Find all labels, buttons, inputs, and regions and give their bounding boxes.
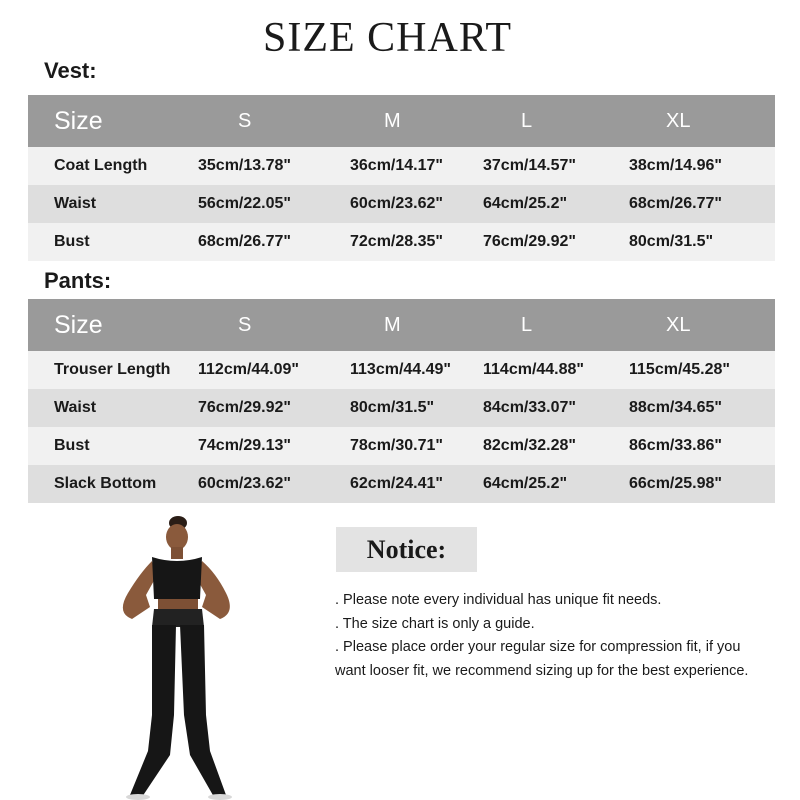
table-cell: 60cm/23.62" (350, 195, 443, 212)
header-cell-xl: XL (666, 109, 691, 132)
row-label: Trouser Length (54, 361, 171, 378)
pants-size-table (28, 299, 775, 503)
table-row (28, 389, 775, 427)
table-cell: 76cm/29.92" (483, 233, 576, 250)
table-cell: 35cm/13.78" (198, 157, 291, 174)
header-cell-size: Size (54, 106, 103, 135)
table-cell: 60cm/23.62" (198, 475, 291, 492)
header-cell-l: L (521, 109, 533, 132)
table-cell: 68cm/26.77" (198, 233, 291, 250)
pants-section-label: Pants: (44, 268, 112, 293)
table-row (28, 223, 775, 261)
table-cell: 82cm/32.28" (483, 437, 576, 454)
table-cell: 56cm/22.05" (198, 195, 291, 212)
row-label: Waist (54, 195, 97, 212)
header-cell-size: Size (54, 310, 103, 339)
table-row (28, 351, 775, 389)
header-cell-s: S (238, 313, 252, 336)
table-cell: 64cm/25.2" (483, 195, 568, 212)
notice-line: . Please note every individual has unique fit needs. (335, 592, 662, 608)
header-cell-l: L (521, 313, 533, 336)
header-cell-m: M (384, 109, 401, 132)
row-label: Coat Length (54, 157, 148, 174)
header-cell-s: S (238, 109, 252, 132)
row-label: Waist (54, 399, 97, 416)
header-cell-xl: XL (666, 313, 691, 336)
table-cell: 112cm/44.09" (198, 361, 300, 378)
table-cell: 113cm/44.49" (350, 361, 452, 378)
model-photo (90, 515, 260, 800)
notice-line: . The size chart is only a guide. (335, 615, 535, 632)
vest-size-table (28, 95, 775, 261)
table-cell: 38cm/14.96" (629, 157, 722, 174)
row-label: Bust (54, 233, 90, 250)
notice-heading: Notice: (336, 527, 477, 572)
table-cell: 37cm/14.57" (483, 157, 576, 174)
table-header-row (28, 95, 775, 147)
table-cell: 78cm/30.71" (350, 437, 443, 454)
notice-line: . Please place order your regular size for compression fit, if you want looser fit, we recommend sizing up for the best experience. (335, 639, 749, 679)
table-cell: 88cm/34.65" (629, 399, 722, 416)
table-cell: 114cm/44.88" (483, 361, 585, 378)
table-row (28, 147, 775, 185)
table-cell: 66cm/25.98" (629, 475, 722, 492)
table-header-row (28, 299, 775, 351)
table-cell: 68cm/26.77" (629, 195, 722, 212)
header-cell-m: M (384, 313, 401, 336)
table-row (28, 185, 775, 223)
table-cell: 64cm/25.2" (483, 475, 568, 492)
table-cell: 80cm/31.5" (350, 399, 435, 416)
table-cell: 80cm/31.5" (629, 233, 714, 250)
table-cell: 36cm/14.17" (350, 157, 443, 174)
table-cell: 86cm/33.86" (629, 437, 722, 454)
table-cell: 62cm/24.41" (350, 475, 443, 492)
vest-section-label: Vest: (44, 58, 97, 83)
table-cell: 74cm/29.13" (198, 437, 291, 454)
table-cell: 84cm/33.07" (483, 399, 576, 416)
table-cell: 72cm/28.35" (350, 233, 443, 250)
notice-text (335, 589, 765, 683)
page-title: SIZE CHART (263, 15, 512, 61)
table-row (28, 427, 775, 465)
row-label: Slack Bottom (54, 475, 157, 492)
table-cell: 115cm/45.28" (629, 361, 731, 378)
table-cell: 76cm/29.92" (198, 399, 291, 416)
row-label: Bust (54, 437, 90, 454)
table-row (28, 465, 775, 503)
